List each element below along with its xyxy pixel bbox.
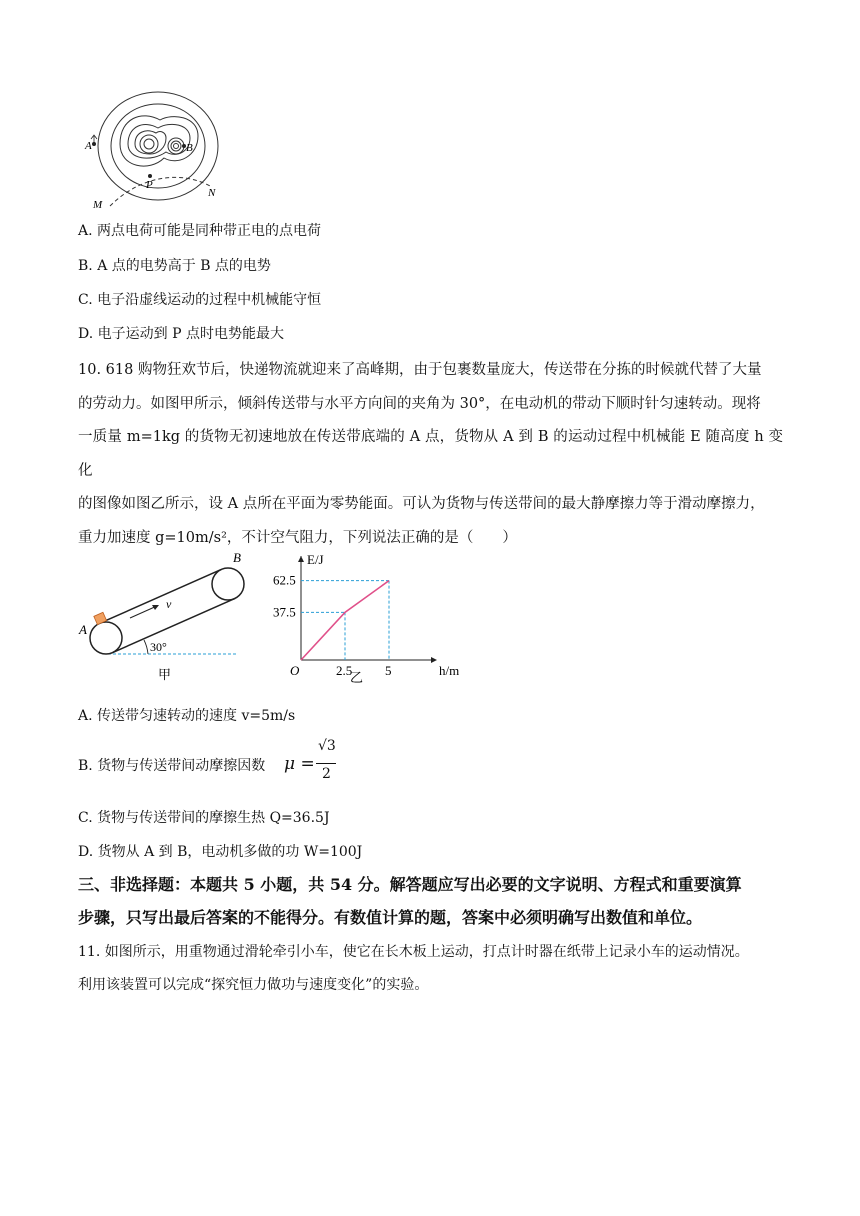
mu-symbol: μ = [284,754,315,774]
x-axis-label: h/m [439,663,460,678]
y-tick-label: 37.5 [273,604,296,620]
origin-label: O [290,663,300,678]
q11-stem [78,936,788,1002]
mu-denominator: 2 [322,766,331,782]
q9-option-a: A. 两点电荷可能是同种带正电的点电荷 [78,223,322,239]
energy-height-chart [268,548,460,688]
q10-option-c: C. 货物与传送带间的摩擦生热 Q=36.5J [78,810,330,826]
label-A: A [85,140,92,152]
q10-line: 一质量 m=1kg 的货物无初速地放在传送带底端的 A 点，货物从 A 到 B 的运动过程中机械能 E 随高度 h 变化 [78,429,783,479]
label-N: N [208,187,216,199]
section-line: 三、非选择题：本题共 5 小题，共 54 分。解答题应写出必要的文字说明、方程式和重要演算 [78,875,742,894]
caption-jia: 甲 [158,667,172,682]
q10-option-b [78,756,265,776]
q9-option-b: B. A 点的电势高于 B 点的电势 [78,258,271,274]
belt-label-B: B [233,550,241,565]
q10-line: 重力加速度 g=10m/s²，不计空气阻力，下列说法正确的是（ ） [78,529,517,546]
q9-option-c: C. 电子沿虚线运动的过程中机械能守恒 [78,292,322,308]
belt-label-A: A [79,622,87,637]
q10-option-d: D. 货物从 A 到 B，电动机多做的功 W=100J [78,844,363,860]
fraction-bar [316,763,336,764]
q10-line: 的劳动力。如图甲所示，倾斜传送带与水平方向间的夹角为 30°，在电动机的带动下顺时针匀速转动。现将 [78,395,761,412]
conveyor-figure [78,548,268,688]
section-heading [78,868,788,934]
belt-angle: 30° [150,640,167,654]
y-axis-arrow [298,556,304,562]
x-tick-label: 5 [385,663,392,678]
mu-numerator: √3 [318,738,336,754]
label-B: B [186,142,193,154]
q10-line: 的图像如图乙所示，设 A 点所在平面为零势能面。可认为货物与传送带间的最大静摩擦力等于滑动摩擦力， [78,496,765,512]
q10-option-a: A. 传送带匀速转动的速度 v=5m/s [78,708,296,724]
x-tick-label: 2.5 [336,663,353,678]
section-line: 步骤，只写出最后答案的不能得分。有数值计算的题，答案中必须明确写出数值和单位。 [78,908,703,927]
x-axis-arrow [431,657,437,663]
q9-option-d: D. 电子运动到 P 点时电势能最大 [78,326,284,342]
y-tick-label: 62.5 [273,572,296,588]
q10-line: 10. 618 购物狂欢节后，快递物流就迎来了高峰期，由于包裹数量庞大，传送带在分拣的时候就代替了大量 [78,362,762,378]
q10-option-b-text: B. 货物与传送带间动摩擦因数 [78,758,266,774]
q11-line: 11. 如图所示，用重物通过滑轮牵引小车，使它在长木板上运动，打点计时器在纸带上记录小车的运动情况。 [78,944,749,960]
label-M: M [93,199,103,211]
y-axis-label: E/J [307,552,324,567]
label-P: P [146,179,153,191]
q11-line: 利用该装置可以完成“探究恒力做功与速度变化”的实验。 [78,977,429,993]
caption-yi: 乙 [350,670,364,685]
equipotential-figure [80,88,240,213]
q10-stem [78,354,783,555]
belt-label-v: v [166,597,172,611]
mu-formula [280,740,340,788]
